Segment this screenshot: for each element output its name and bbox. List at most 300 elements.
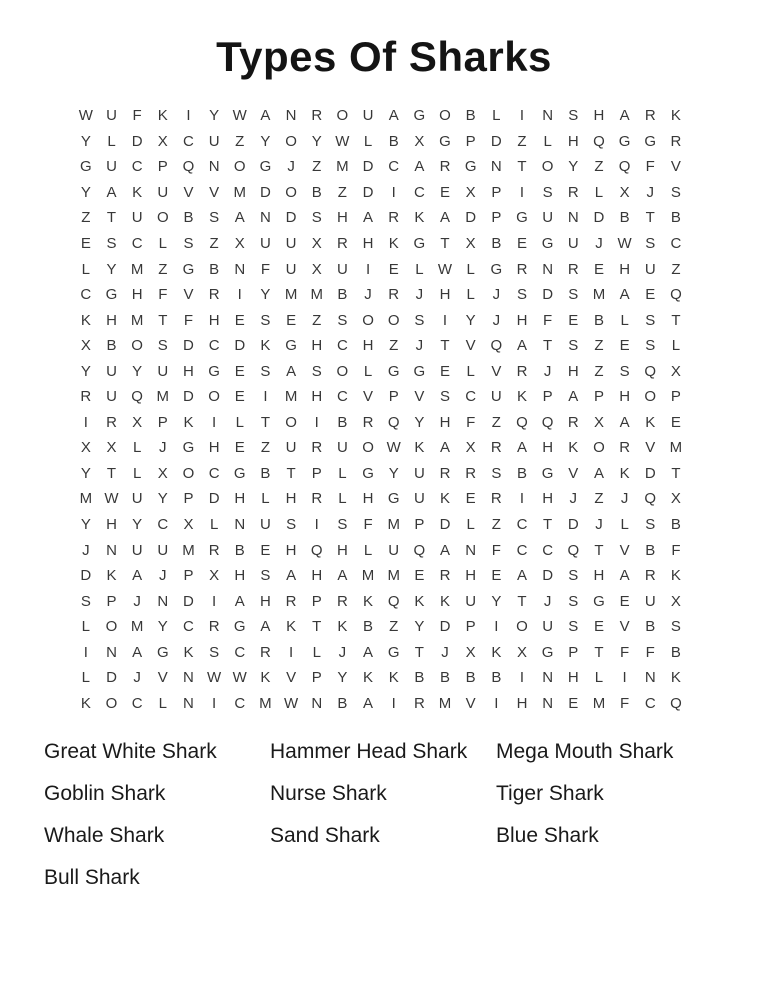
grid-letter: Z [389, 618, 399, 636]
grid-letter: A [440, 541, 451, 559]
grid-letter: H [567, 669, 579, 687]
grid-letter: M [361, 567, 375, 585]
grid-letter: Y [80, 132, 91, 150]
grid-letter: E [440, 183, 451, 201]
grid-letter: Z [491, 413, 501, 431]
grid-letter: T [543, 337, 553, 355]
grid-letter: P [593, 388, 604, 406]
grid-letter: X [465, 183, 476, 201]
grid-letter: I [83, 413, 88, 431]
grid-letter: H [439, 286, 451, 304]
grid-letter: X [157, 132, 168, 150]
grid-letter: Z [81, 209, 91, 227]
grid-letter: H [516, 311, 528, 329]
grid-letter: E [645, 286, 656, 304]
grid-letter: H [208, 439, 220, 457]
grid-letter: B [491, 235, 502, 252]
grid-letter: R [208, 286, 220, 304]
grid-letter: E [568, 694, 579, 712]
grid-letter: K [363, 592, 374, 610]
grid-letter: G [208, 362, 220, 380]
grid-letter: S [286, 516, 297, 534]
grid-letter: Z [235, 132, 245, 150]
grid-letter: H [567, 132, 579, 150]
grid-letter: I [494, 618, 499, 636]
grid-letter: B [491, 669, 502, 687]
grid-letter: K [388, 669, 399, 687]
grid-letter: V [465, 694, 476, 712]
grid-letter: O [131, 337, 143, 355]
grid-letter: L [466, 362, 475, 380]
grid-letter: A [516, 567, 527, 585]
grid-letter: X [157, 464, 168, 482]
grid-letter: Q [644, 490, 657, 508]
grid-letter: F [491, 541, 501, 559]
grid-letter: C [183, 618, 194, 636]
grid-letter: C [183, 132, 194, 150]
grid-letter: O [439, 107, 451, 125]
grid-letter: F [620, 694, 630, 712]
grid-letter: S [670, 183, 681, 201]
page-title: Types Of Sharks [216, 33, 552, 80]
grid-letter: X [670, 592, 681, 610]
grid-letter: M [310, 286, 323, 304]
grid-letter: G [618, 132, 631, 150]
grid-letter: U [542, 618, 554, 636]
grid-letter: A [132, 643, 143, 661]
grid-letter: C [208, 464, 220, 482]
word-list-item: Goblin Shark [44, 782, 166, 805]
grid-letter: A [260, 618, 271, 636]
grid-letter: M [592, 286, 606, 304]
grid-letter: K [157, 107, 168, 125]
grid-letter: L [415, 260, 424, 278]
grid-letter: I [314, 413, 319, 431]
grid-letter: A [619, 286, 630, 304]
grid-letter: B [311, 183, 322, 201]
grid-letter: S [260, 362, 271, 380]
grid-letter: L [594, 183, 604, 201]
grid-letter: H [234, 490, 246, 508]
grid-letter: Q [516, 413, 528, 431]
grid-letter: L [338, 464, 347, 482]
grid-letter: C [131, 158, 143, 176]
grid-letter: W [232, 107, 247, 125]
grid-letter: I [212, 413, 217, 431]
grid-letter: I [494, 694, 499, 712]
grid-letter: S [542, 183, 553, 201]
grid-letter: Z [594, 490, 604, 508]
grid-letter: I [83, 643, 88, 661]
grid-letter: R [413, 694, 425, 712]
grid-letter: W [283, 694, 299, 712]
grid-letter: I [519, 183, 525, 201]
grid-letter: W [386, 439, 401, 457]
grid-letter: J [159, 567, 167, 585]
grid-letter: A [619, 567, 630, 585]
grid-letter: S [209, 643, 220, 661]
grid-letter: D [593, 209, 605, 227]
grid-letter: P [311, 669, 322, 687]
grid-letter: B [670, 643, 681, 661]
grid-letter: N [465, 541, 477, 559]
grid-letter: P [157, 413, 168, 431]
grid-letter: D [439, 618, 451, 636]
word-list-item: Whale Shark [44, 824, 165, 847]
grid-letter: A [619, 413, 630, 431]
grid-letter: L [132, 464, 142, 482]
grid-letter: V [465, 337, 476, 355]
grid-letter: I [519, 490, 525, 508]
grid-letter: O [105, 694, 118, 712]
grid-letter: A [593, 464, 604, 482]
grid-letter: K [363, 669, 374, 687]
grid-letter: I [237, 286, 242, 304]
word-list-item: Tiger Shark [496, 782, 604, 805]
grid-letter: J [415, 286, 424, 304]
grid-letter: S [619, 362, 630, 380]
grid-letter: X [80, 439, 91, 457]
grid-letter: P [465, 132, 476, 150]
grid-letter: G [439, 132, 451, 150]
grid-letter: L [492, 107, 501, 125]
grid-letter: K [414, 209, 425, 227]
grid-letter: V [670, 158, 681, 176]
grid-letter: O [182, 464, 195, 482]
grid-letter: Z [594, 362, 604, 380]
grid-letter: R [567, 260, 579, 278]
grid-letter: H [362, 235, 374, 252]
grid-letter: Q [644, 362, 657, 380]
grid-letter: G [516, 209, 528, 227]
grid-letter: S [645, 516, 656, 534]
grid-letter: P [568, 643, 579, 661]
grid-letter: X [465, 643, 476, 661]
grid-letter: F [645, 643, 655, 661]
grid-letter: I [365, 260, 371, 278]
grid-letter: S [414, 311, 425, 329]
grid-letter: V [183, 183, 194, 201]
grid-letter: E [414, 567, 425, 585]
grid-letter: S [516, 286, 527, 304]
grid-letter: L [466, 260, 475, 278]
grid-letter: J [620, 490, 629, 508]
grid-letter: K [414, 439, 425, 457]
grid-letter: Z [671, 260, 681, 278]
grid-letter: C [516, 541, 528, 559]
grid-letter: S [568, 567, 579, 585]
grid-letter: R [439, 158, 451, 176]
grid-letter: L [466, 286, 475, 304]
grid-letter: R [644, 567, 656, 585]
grid-letter: A [132, 567, 143, 585]
grid-letter: Q [310, 541, 323, 559]
grid-letter: F [363, 516, 373, 534]
grid-letter: F [620, 643, 630, 661]
grid-letter: S [568, 618, 579, 636]
grid-letter: F [645, 158, 655, 176]
grid-letter: R [311, 107, 323, 125]
grid-letter: T [517, 158, 527, 176]
grid-letter: U [285, 439, 297, 457]
grid-letter: P [183, 567, 194, 585]
word-list-item: Blue Shark [496, 824, 599, 847]
grid-letter: K [516, 388, 527, 406]
grid-letter: J [82, 541, 90, 559]
grid-letter: E [593, 260, 604, 278]
grid-letter: E [260, 541, 271, 559]
grid-letter: G [541, 643, 554, 661]
grid-letter: N [542, 107, 554, 125]
grid-letter: T [260, 413, 270, 431]
grid-letter: Z [594, 158, 604, 176]
grid-letter: Z [517, 132, 527, 150]
grid-letter: Y [337, 669, 348, 687]
grid-letter: V [209, 183, 220, 201]
grid-letter: J [569, 490, 578, 508]
grid-letter: Z [389, 337, 399, 355]
grid-letter: H [260, 592, 271, 610]
grid-letter: C [465, 388, 477, 406]
grid-letter: A [363, 643, 374, 661]
grid-letter: A [337, 567, 348, 585]
grid-letter: G [233, 618, 246, 636]
grid-letter: K [132, 183, 143, 201]
grid-letter: B [414, 669, 425, 687]
grid-letter: K [337, 618, 348, 636]
grid-letter: C [516, 516, 528, 534]
grid-letter: R [106, 413, 117, 431]
grid-letter: N [542, 260, 554, 278]
grid-letter: Z [158, 260, 168, 278]
grid-letter: Q [387, 413, 400, 431]
grid-letter: U [208, 132, 220, 150]
grid-letter: S [568, 107, 579, 125]
grid-letter: O [233, 158, 246, 176]
grid-letter: R [80, 388, 92, 406]
grid-letter: V [286, 669, 297, 687]
grid-letter: Q [413, 541, 426, 559]
grid-letter: A [516, 439, 527, 457]
grid-letter: R [619, 439, 631, 457]
grid-letter: W [104, 490, 119, 508]
grid-letter: X [619, 183, 630, 201]
grid-letter: R [439, 567, 451, 585]
grid-letter: Y [80, 516, 91, 534]
grid-letter: A [260, 107, 271, 125]
grid-letter: T [517, 592, 527, 610]
grid-letter: K [670, 107, 681, 125]
grid-letter: V [183, 286, 194, 304]
grid-letter: T [440, 235, 450, 252]
grid-letter: E [670, 413, 681, 431]
word-list-item: Sand Shark [270, 824, 380, 847]
grid-letter: H [285, 490, 297, 508]
grid-letter: N [208, 158, 220, 176]
grid-letter: M [284, 286, 298, 304]
grid-letter: S [311, 209, 322, 227]
grid-letter: J [133, 592, 141, 610]
grid-letter: A [363, 209, 374, 227]
grid-letter: I [391, 694, 396, 712]
grid-letter: O [208, 388, 220, 406]
grid-letter: K [286, 618, 297, 636]
grid-letter: E [619, 337, 630, 355]
grid-letter: H [362, 337, 374, 355]
grid-letter: J [492, 311, 501, 329]
grid-letter: Q [490, 337, 503, 355]
grid-letter: R [516, 362, 528, 380]
grid-letter: H [234, 567, 246, 585]
grid-letter: S [260, 567, 271, 585]
grid-letter: Y [80, 362, 91, 380]
grid-letter: H [439, 413, 451, 431]
grid-letter: X [132, 413, 143, 431]
grid-letter: A [388, 107, 399, 125]
grid-letter: Z [260, 439, 270, 457]
grid-letter: H [465, 567, 477, 585]
word-list-item: Bull Shark [44, 866, 140, 889]
grid-letter: T [671, 311, 681, 329]
grid-letter: T [106, 464, 117, 482]
grid-letter: J [415, 337, 424, 355]
grid-letter: N [234, 260, 246, 278]
grid-letter: E [234, 362, 245, 380]
grid-letter: G [464, 158, 477, 176]
grid-letter: Y [260, 132, 271, 150]
grid-letter: O [105, 618, 118, 636]
grid-letter: Q [670, 286, 682, 304]
grid-letter: R [208, 618, 220, 636]
grid-letter: V [619, 541, 630, 559]
grid-letter: F [543, 311, 553, 329]
grid-letter: X [183, 516, 194, 534]
grid-letter: J [595, 516, 603, 534]
grid-letter: D [644, 464, 656, 482]
grid-letter: J [159, 439, 167, 457]
grid-letter: J [492, 286, 501, 304]
grid-letter: D [542, 567, 554, 585]
grid-letter: U [157, 362, 169, 380]
grid-letter: O [362, 439, 374, 457]
grid-letter: E [234, 388, 245, 406]
grid-letter: Y [465, 311, 476, 329]
grid-letter: C [131, 235, 143, 252]
grid-letter: B [106, 337, 117, 355]
grid-letter: O [593, 439, 605, 457]
grid-letter: C [542, 541, 554, 559]
grid-letter: I [314, 516, 319, 534]
grid-letter: W [232, 669, 247, 687]
grid-letter: M [130, 618, 144, 636]
grid-letter: G [182, 439, 195, 457]
grid-letter: O [336, 107, 349, 125]
grid-letter: I [186, 107, 191, 125]
grid-letter: A [568, 388, 579, 406]
grid-letter: Q [618, 158, 631, 176]
grid-letter: D [542, 286, 554, 304]
grid-letter: L [363, 132, 373, 150]
grid-letter: Q [387, 592, 400, 610]
grid-letter: C [336, 388, 348, 406]
grid-letter: Q [670, 694, 682, 712]
grid-letter: X [414, 132, 425, 150]
grid-letter: E [619, 592, 630, 610]
grid-letter: R [285, 592, 297, 610]
grid-letter: B [465, 669, 476, 687]
grid-letter: U [490, 388, 502, 406]
grid-letter: N [567, 209, 579, 227]
grid-letter: G [362, 464, 374, 482]
grid-letter: U [413, 464, 425, 482]
grid-letter: R [336, 235, 348, 252]
grid-letter: L [620, 311, 629, 329]
grid-letter: N [106, 643, 117, 661]
grid-letter: R [490, 490, 502, 508]
grid-letter: V [619, 618, 630, 636]
grid-letter: Y [414, 618, 425, 636]
grid-letter: Y [80, 464, 91, 482]
grid-letter: U [131, 209, 143, 227]
grid-letter: M [259, 694, 272, 712]
grid-letter: Y [132, 516, 143, 534]
grid-letter: R [311, 439, 323, 457]
grid-letter: D [490, 132, 502, 150]
grid-letter: U [106, 388, 117, 406]
grid-letter: G [593, 592, 605, 610]
grid-letter: L [81, 669, 90, 687]
grid-letter: R [465, 464, 477, 482]
grid-letter: U [131, 541, 143, 559]
grid-letter: U [388, 541, 400, 559]
grid-letter: H [619, 260, 631, 278]
word-list-item: Nurse Shark [270, 782, 387, 805]
grid-letter: P [106, 592, 117, 610]
grid-letter: L [132, 439, 142, 457]
grid-letter: T [158, 311, 168, 329]
grid-letter: U [157, 541, 169, 559]
grid-letter: X [311, 260, 322, 278]
grid-letter: C [336, 337, 348, 355]
grid-letter: E [234, 439, 245, 457]
grid-letter: I [263, 388, 268, 406]
grid-letter: R [208, 541, 220, 559]
grid-letter: N [285, 107, 297, 125]
grid-letter: B [337, 694, 348, 712]
grid-letter: N [311, 694, 323, 712]
grid-letter: X [106, 439, 117, 457]
grid-letter: Q [131, 388, 143, 406]
grid-letter: K [440, 490, 451, 508]
grid-letter: P [183, 490, 194, 508]
grid-letter: O [336, 362, 349, 380]
grid-letter: C [234, 694, 246, 712]
grid-letter: G [413, 235, 426, 252]
grid-letter: S [440, 388, 451, 406]
grid-letter: K [568, 439, 579, 457]
grid-letter: R [336, 592, 348, 610]
grid-letter: L [363, 541, 373, 559]
grid-letter: B [440, 669, 451, 687]
grid-letter: L [312, 643, 321, 661]
grid-letter: X [465, 439, 476, 457]
grid-letter: A [440, 209, 451, 227]
grid-letter: J [441, 643, 449, 661]
grid-letter: P [542, 388, 553, 406]
grid-letter: R [670, 132, 682, 150]
grid-letter: H [183, 362, 194, 380]
grid-letter: A [106, 183, 117, 201]
